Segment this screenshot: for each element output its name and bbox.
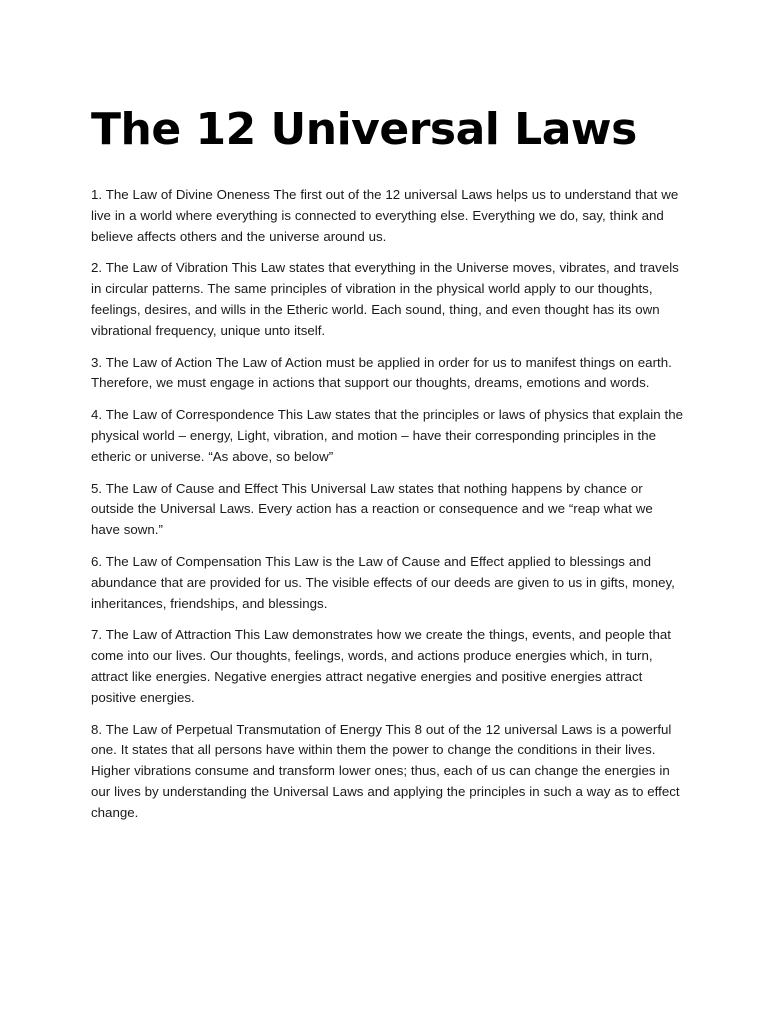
document-title: The 12 Universal Laws xyxy=(91,104,637,155)
law-paragraph-2: 2. The Law of Vibration This Law states that everything in the Universe moves, vibrates, and travels in circular patterns. The same principles of vibration in the physical world apply to our thoughts, feelings, desires, and wills in the Etheric world. Each sound, thing, and even thought has its own vibrational frequency, unique unto itself. xyxy=(91,260,679,338)
law-paragraph-1: 1. The Law of Divine Oneness The first out of the 12 universal Laws helps us to understand that we live in a world where everything is connected to everything else. Everything we do, say, think and believe affects others and the universe around us. xyxy=(91,187,679,244)
law-paragraph-6: 6. The Law of Compensation This Law is the Law of Cause and Effect applied to blessings and abundance that are provided for us. The visible effects of our deeds are given to us in gifts, money, inheritances, friendships, and blessings. xyxy=(91,553,675,611)
law-paragraph-4: 4. The Law of Correspondence This Law states that the principles or laws of physics that explain the physical world – energy, Light, vibration, and motion – have their corresponding principles in the etheric or universe. “As above, so below” xyxy=(91,407,683,464)
law-paragraph-3: 3. The Law of Action The Law of Action must be applied in order for us to manifest things on earth. Therefore, we must engage in actions that support our thoughts, dreams, emotions and words. xyxy=(91,354,672,391)
law-paragraph-8: 8. The Law of Perpetual Transmutation of Energy This 8 out of the 12 universal Laws is a powerful one. It states that all persons have within them the power to change the conditions in their lives. Higher vibrations consume and transform lower ones; thus, each of us can change the energies in our lives by understanding the Universal Laws and applying the principles in such a way as to effect change. xyxy=(91,721,680,820)
law-paragraph-5: 5. The Law of Cause and Effect This Universal Law states that nothing happens by chance or outside the Universal Laws. Every action has a reaction or consequence and we “reap what we have sown.” xyxy=(91,480,653,538)
laws-list xyxy=(91,185,685,835)
law-paragraph-7: 7. The Law of Attraction This Law demonstrates how we create the things, events, and people that come into our lives. Our thoughts, feelings, words, and actions produce energies which, in turn, attract like energies. Negative energies attract negative energies and positive energies attract positive energies. xyxy=(91,627,671,705)
